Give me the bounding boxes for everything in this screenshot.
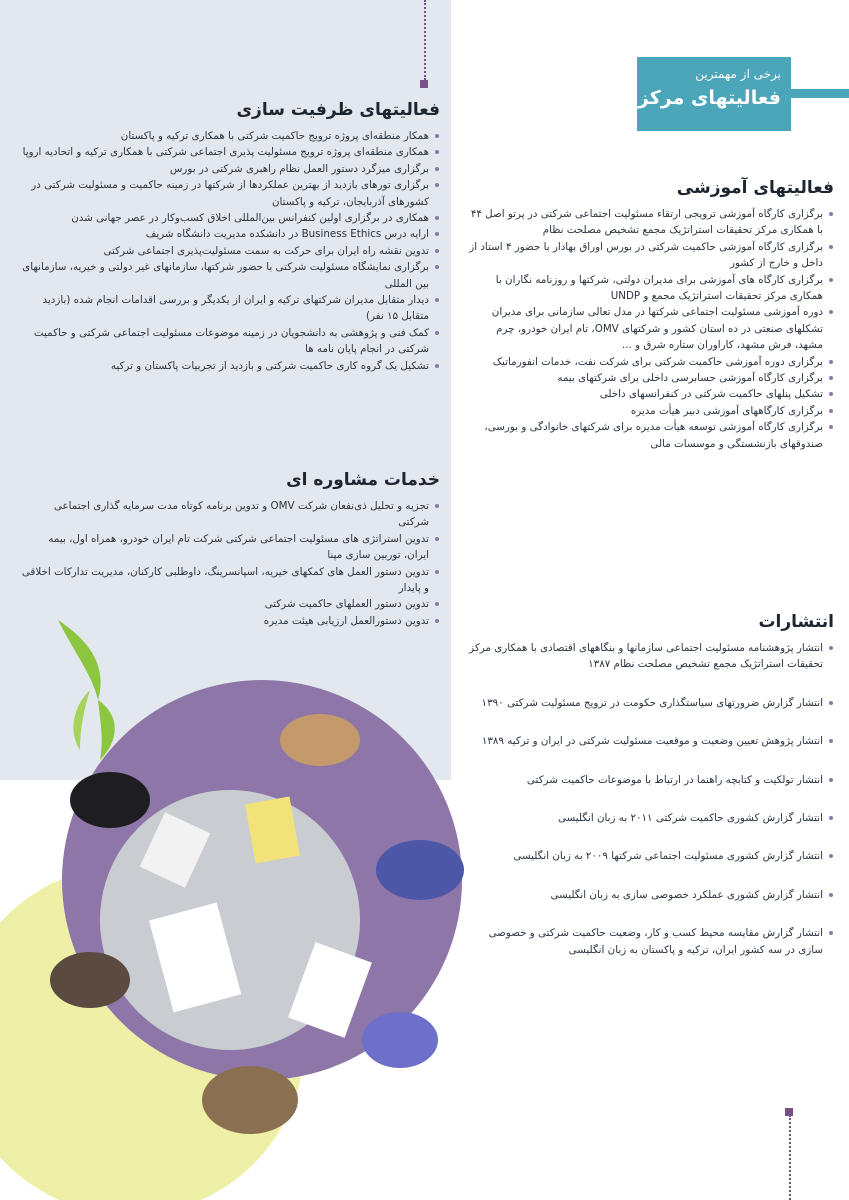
list-item: انتشار پژوهشنامه مسئولیت اجتماعی سازمانها و بنگاههای اقتصادی با همکاری مرکز تحقیقات استراتژیک مجمع تشخیص مصلحت نظام ۱۳۸۷ [462, 640, 834, 673]
list-item: انتشار گزارش کشوری حاکمیت شرکتی ۲۰۱۱ به زبان انگلیسی [462, 810, 834, 826]
consulting-title: خدمات مشاوره ای [286, 470, 440, 490]
list-item: همکاری در برگزاری اولین کنفرانس بین‌المللی اخلاق کسب‌وکار در عصر جهانی شدن [20, 210, 440, 226]
list-item: همکار منطقه‌ای پروژه ترویج حاکمیت شرکتی با همکاری ترکیه و پاکستان [20, 128, 440, 144]
list-item: انتشار تولکیت و کتابچه راهنما در ارتباط با موضوعات حاکمیت شرکتی [462, 772, 834, 788]
list-item: برگزاری کارگاه آموزشی حاکمیت شرکتی در بورس اوراق بهادار با حضور ۴ استاد از داخل و خارج از کشور [466, 239, 834, 272]
capacity-list [20, 128, 440, 374]
header-subtitle: برخی از مهمترین [695, 67, 781, 81]
list-item: برگزاری دوره آموزشی حاکمیت شرکتی برای شرکت نفت، خدمات انفورماتیک [466, 354, 834, 370]
rule-end-square [420, 80, 428, 88]
capacity-section [20, 98, 440, 374]
list-item: برگزاری تورهای بازدید از بهترین عملکردها از شرکتها در زمینه حاکمیت و مسئولیت شرکتی در کشورهای آذربایجان، ترکیه و پاکستان [20, 177, 440, 210]
list-item: کمک فنی و پژوهشی به دانشجویان در زمینه موضوعات مسئولیت اجتماعی شرکتی و حاکمیت شرکتی در انجام پایان نامه ها [20, 325, 440, 358]
publications-section [462, 610, 834, 980]
list-item: دیدار متقابل مدیران شرکتهای ترکیه و ایران از یکدیگر و بررسی اقدامات انجام شده (بازدید متقابل ۱۵ نفر) [20, 292, 440, 325]
list-item: تدوین دستورالعمل ارزیابی هیئت مدیره [20, 613, 440, 629]
header-tail-bar [791, 89, 849, 98]
list-item: برگزاری کارگاه آموزشی ترویجی ارتقاء مسئولیت اجتماعی شرکتی در پرتو اصل ۴۴ با همکاری مرکز تحقیقات استراتژیک مجمع تشخیص مصلحت نظام [466, 206, 834, 239]
header-title: فعالیتهای مرکز [637, 87, 781, 109]
header-box [637, 57, 791, 131]
list-item: تدوین دستور العمل های کمکهای خیریه، اسپانسرینگ، داوطلبی کارکنان، مدیریت تدارکات اخلاقی و پایدار [20, 564, 440, 597]
list-item: انتشار گزارش مقایسه محیط کسب و کار، وضعیت حاکمیت شرکتی و خصوصی سازی در سه کشور ایران، ترکیه و پاکستان به زبان انگلیسی [462, 925, 834, 958]
dotted-rule-top [424, 0, 426, 80]
list-item: برگزاری کارگاه های آموزشی برای مدیران دولتی، شرکتها و روزنامه نگاران با همکاری مرکز تحقیقات استراتژیک مجمع و UNDP [466, 272, 834, 305]
training-list [466, 206, 834, 452]
list-item: انتشار پژوهش تعیین وضعیت و موقعیت مسئولیت شرکتی در ایران و ترکیه ۱۳۸۹ [462, 733, 834, 749]
list-item: تشکیل پنلهای حاکمیت شرکتی در کنفرانسهای داخلی [466, 386, 834, 402]
list-item: تجزیه و تحلیل ذی‌نفعان شرکت OMV و تدوین برنامه کوتاه مدت سرمایه گذاری اجتماعی شرکتی [20, 498, 440, 531]
list-item: تشکیل یک گروه کاری حاکمیت شرکتی و بازدید از تجربیات پاکستان و ترکیه [20, 358, 440, 374]
list-item: انتشار گزارش ضرورتهای سیاستگذاری حکومت در ترویج مسئولیت شرکتی ۱۳۹۰ [462, 695, 834, 711]
list-item: انتشار گزارش کشوری عملکرد خصوصی سازی به زبان انگلیسی [462, 887, 834, 903]
list-item: برگزاری میزگرد دستور العمل نظام راهبری شرکتی در بورس [20, 161, 440, 177]
list-item: برگزاری کارگاه آموزشی توسعه هیأت مدیره برای شرکتهای خانوادگی و بورسی، صندوقهای بازنشستگی و موسسات مالی [466, 419, 834, 452]
list-item: برگزاری نمایشگاه مسئولیت شرکتی با حضور شرکتها، سازمانهای غیر دولتی و خیریه، سازمانهای بین المللی [20, 259, 440, 292]
list-item: تدوین استراتژی های مسئولیت اجتماعی شرکتی شرکت تام ایران خودرو، همراه اول، بیمه ایران، توربین سازی مپنا [20, 531, 440, 564]
list-item: تدوین دستور العملهای حاکمیت شرکتی [20, 596, 440, 612]
leaf-decoration-icon [58, 620, 115, 760]
capacity-title: فعالیتهای ظرفیت سازی [236, 100, 440, 120]
list-item: برگزاری کارگاه آموزشی حسابرسی داخلی برای شرکتهای بیمه [466, 370, 834, 386]
training-title: فعالیتهای آموزشی [676, 178, 834, 198]
list-item: انتشار گزارش کشوری مسئولیت اجتماعی شرکتها ۲۰۰۹ به زبان انگلیسی [462, 848, 834, 864]
meeting-photo-illustration [0, 620, 500, 1200]
training-section [466, 176, 834, 452]
rule-end-square [785, 1108, 793, 1116]
list-item: دوره آموزشی مسئولیت اجتماعی شرکتها در مدل تعالی سازمانی برای مدیران تشکلهای صنعتی در ده استان کشور و شرکتهای OMV، تام ایران خودرو، چرم مشهد، فرش مشهد، کاراوران ستاره شرق و ... [466, 304, 834, 353]
consulting-list [20, 498, 440, 629]
dotted-rule-bottom [789, 1115, 791, 1200]
list-item: تدوین نقشه راه ایران برای حرکت به سمت مسئولیت‌پذیری اجتماعی شرکتی [20, 243, 440, 259]
list-item: برگزاری کارگاههای آموزشی دبیر هیأت مدیره [466, 403, 834, 419]
publications-title: انتشارات [758, 612, 834, 632]
list-item: همکاری منطقه‌ای پروژه ترویج مسئولیت پذیری اجتماعی شرکتی با همکاری ترکیه و اتحادیه اروپا [20, 144, 440, 160]
list-item: ارایه درس Business Ethics در دانشکده مدیریت دانشگاه شریف [20, 226, 440, 242]
publications-list [462, 640, 834, 958]
consulting-section [20, 468, 440, 629]
